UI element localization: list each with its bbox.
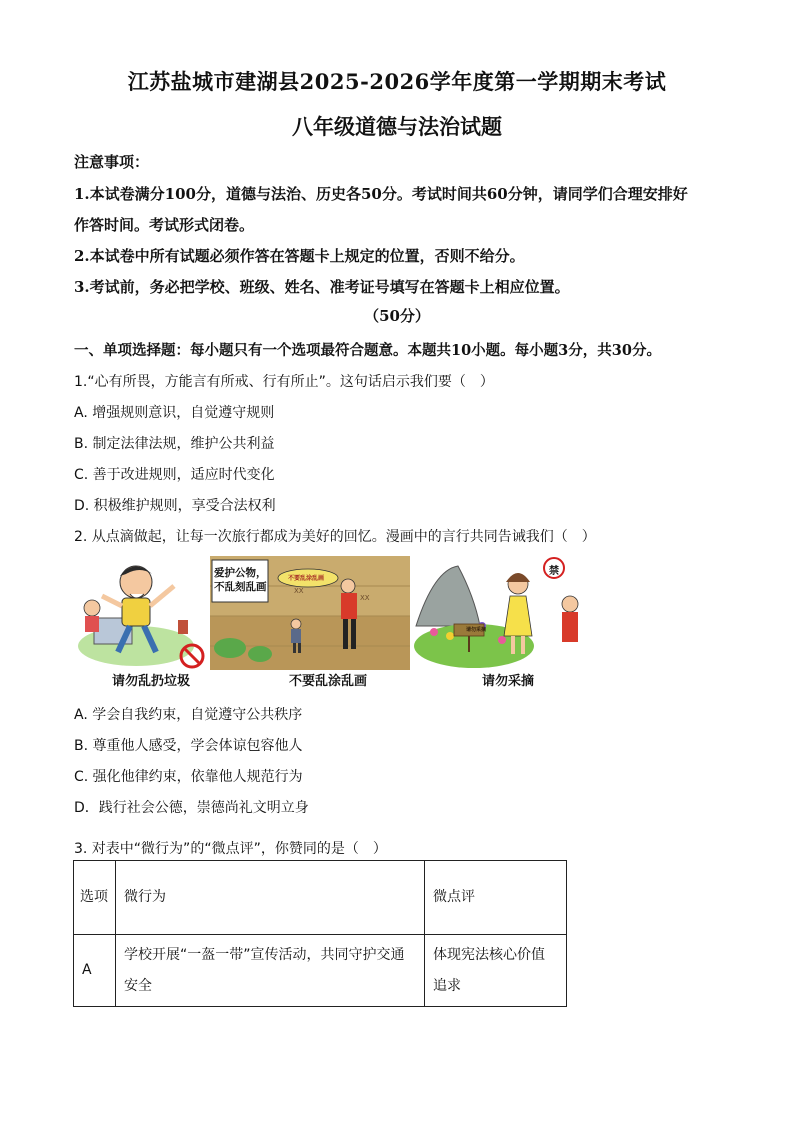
score-label: （50分） (364, 307, 430, 325)
q2-option-c: C. 强化他律约束，依靠他人规范行为 (74, 769, 303, 785)
panel3-no-sign: 禁 (549, 566, 559, 577)
caption-picking: 请勿采摘 (482, 674, 535, 689)
q3-stem: 3. 对表中“微行为”的“微点评”，你赞同的是（ ） (74, 841, 387, 857)
notice-item-3: 3.考试前，务必把学校、班级、姓名、准考证号填写在答题卡上相应位置。 (74, 278, 570, 296)
notice-heading: 注意事项： (74, 153, 150, 171)
q2-option-b: B. 尊重他人感受，学会体谅包容他人 (74, 738, 303, 754)
q3-table (73, 860, 567, 1007)
table-row (74, 935, 567, 1007)
q1-option-d: D. 积极维护规则，享受合法权利 (74, 498, 276, 514)
svg-text:XX: XX (360, 594, 370, 602)
q2-option-d: D．践行社会公德，崇德尚礼文明立身 (74, 800, 309, 816)
caption-litter: 请勿乱扔垃圾 (112, 674, 191, 689)
panel2-sign-line1: 爱护公物， (214, 567, 267, 579)
row-a-comment: 体现宪法核心价值追求 (425, 935, 567, 1007)
notice-item-2: 2.本试卷中所有试题必须作答在答题卡上规定的位置，否则不给分。 (74, 247, 525, 265)
exam-title: 江苏盐城市建湖县2025-2026学年度第一学期期末考试 (127, 69, 667, 94)
panel2-sign-line2: 不乱刻乱画 (214, 581, 267, 593)
q1-option-a: A. 增强规则意识，自觉遵守规则 (74, 405, 275, 421)
row-a-behavior: 学校开展“一盔一带”宣传活动，共同守护交通安全 (116, 935, 425, 1007)
q2-comics (74, 556, 582, 674)
notice-item-1: 1.本试卷满分100分，道德与法治、历史各50分。考试时间共60分钟，请同学们合理安排好 (74, 185, 688, 203)
caption-graffiti: 不要乱涂乱画 (289, 674, 368, 689)
section-heading: 一、单项选择题：每小题只有一个选项最符合题意。本题共10小题。每小题3分，共30分。 (74, 342, 661, 359)
litter-cartoon-image (74, 556, 206, 670)
table-header-row (74, 861, 567, 935)
comic-panel-picking (414, 556, 582, 670)
header-behavior: 微行为 (116, 861, 425, 935)
q1-stem: 1.“心有所畏，方能言有所戒、行有所止”。这句话启示我们要（ ） (74, 374, 494, 390)
notice-item-1-cont: 作答时间。考试形式闭卷。 (74, 216, 255, 234)
q2-stem: 2. 从点滴做起，让每一次旅行都成为美好的回忆。漫画中的言行共同告诫我们（ ） (74, 529, 596, 545)
q1-option-c: C. 善于改进规则，适应时代变化 (74, 467, 275, 483)
comic-panel-graffiti (210, 556, 410, 670)
header-option: 选项 (74, 861, 116, 935)
row-a-option: A (74, 935, 116, 1007)
comic-panel-litter (74, 556, 206, 670)
panel3-sign: 请勿采摘 (466, 627, 487, 633)
header-comment: 微点评 (425, 861, 567, 935)
q2-option-a: A. 学会自我约束，自觉遵守公共秩序 (74, 707, 303, 723)
q1-option-b: B. 制定法律法规，维护公共利益 (74, 436, 275, 452)
exam-subtitle: 八年级道德与法治试题 (292, 114, 502, 139)
panel2-banner: 不要乱涂乱画 (288, 575, 325, 582)
svg-text:XX: XX (294, 587, 304, 595)
